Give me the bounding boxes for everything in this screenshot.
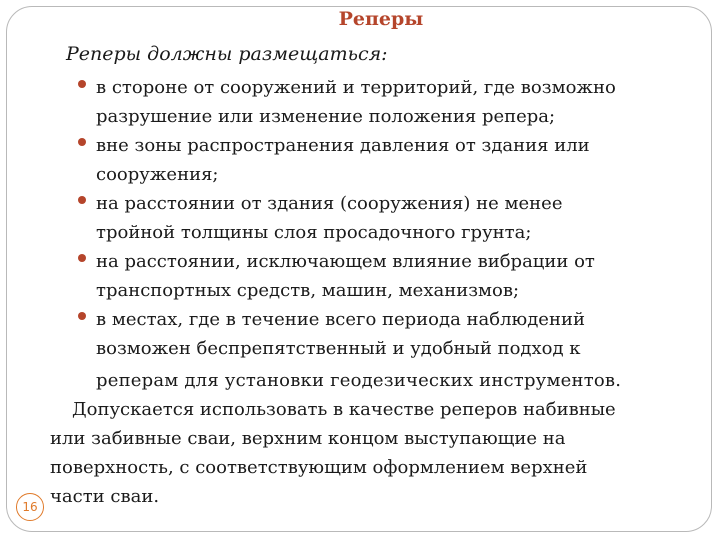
bullet-list <box>78 73 688 395</box>
bullet-item <box>78 247 688 305</box>
paragraph-line: поверхность, с соответствующим оформлением верхней <box>50 457 588 478</box>
bullet-dot-icon <box>78 138 86 146</box>
bullet-line: на расстоянии, исключающем влияние вибрации от <box>96 251 595 272</box>
bullet-line: вне зоны распространения давления от здания или <box>96 135 590 156</box>
bullet-item <box>78 305 688 395</box>
bullet-line: в стороне от сооружений и территорий, где возможно <box>96 77 616 98</box>
bullet-line: сооружения; <box>96 164 219 185</box>
paragraph-line: части сваи. <box>50 486 160 507</box>
bullet-line: на расстоянии от здания (сооружения) не менее <box>96 193 563 214</box>
slide-title: Реперы <box>338 8 424 30</box>
page-number-badge: 16 <box>16 493 44 521</box>
bullet-dot-icon <box>78 254 86 262</box>
bullet-line: возможен беспрепятственный и удобный подход к <box>96 338 581 359</box>
closing-paragraph <box>50 395 710 511</box>
bullet-dot-icon <box>78 312 86 320</box>
bullet-item <box>78 189 688 247</box>
bullet-line: реперам для установки геодезических инструментов. <box>96 370 622 391</box>
bullet-line: разрушение или изменение положения репера; <box>96 106 556 127</box>
bullet-dot-icon <box>78 80 86 88</box>
bullet-dot-icon <box>78 196 86 204</box>
bullet-item <box>78 73 688 131</box>
bullet-line: тройной толщины слоя просадочного грунта; <box>96 222 532 243</box>
bullet-item <box>78 131 688 189</box>
bullet-line: в местах, где в течение всего периода наблюдений <box>96 309 585 330</box>
intro-text: Реперы должны размещаться: <box>66 43 388 65</box>
paragraph-line: или забивные сваи, верхним концом выступающие на <box>50 428 566 449</box>
bullet-line: транспортных средств, машин, механизмов; <box>96 280 520 301</box>
paragraph-line: Допускается использовать в качестве реперов набивные <box>72 399 616 420</box>
